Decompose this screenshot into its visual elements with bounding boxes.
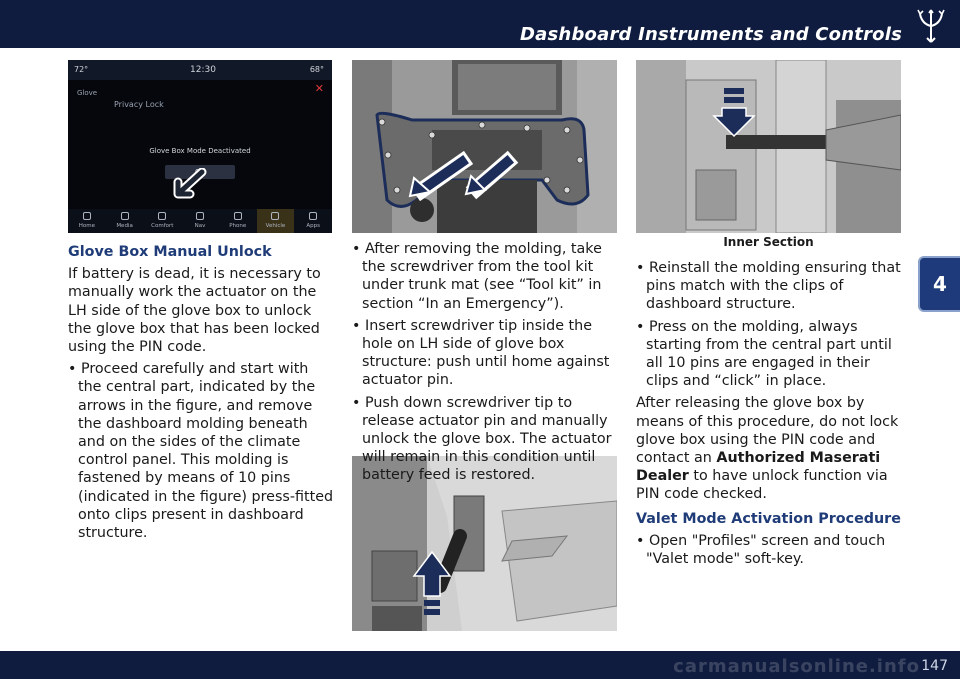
list-item: • Insert screwdriver tip inside the hole on LH side of glove box structure: push until home against actuator pin. [352,317,610,389]
screen-section-label: Glove [77,89,98,97]
list-item: • Push down screwdriver tip to release actuator pin and manually unlock the glove box. The actuator will remain in this condition until battery feed is restored. [352,394,612,484]
screen-nav-comfort: Comfort [143,209,181,233]
trident-logo-icon [916,8,946,44]
screen-ok-button: OK [165,165,235,179]
chapter-number: 4 [933,272,947,296]
screen-nav-home: Home [68,209,106,233]
figure-inner-section [636,60,901,233]
page-header [0,0,960,48]
paragraph-intro: If battery is dead, it is necessary to manually work the actuator on the LH side of the glove box to unlock the glove box that has been locked using the PIN code. [68,266,321,356]
page-footer [0,651,960,679]
pointer-arrow-icon [168,168,208,204]
screen-temp-right: 68° [309,65,324,74]
screen-nav-phone: Phone [219,209,257,233]
section-heading-valet-mode: Valet Mode Activation Procedure [636,510,901,527]
screen-nav-media: Media [106,209,144,233]
list-item: • Open "Profiles" screen and touch "Valet mode" soft-key. [636,532,886,568]
watermark: carmanualsonline.info [673,656,920,677]
header-title: Dashboard Instruments and Controls [520,24,902,45]
screen-temp-left: 72° [74,65,89,74]
column-1 [68,243,336,546]
figure-glove-box-screen [68,60,332,233]
paragraph-dealer: After releasing the glove box by means of this procedure, do not lock glove box using the PIN code and contact an Authorized Maserati Dealer to have unlock function via PIN code checked. [636,395,899,503]
figure-dashboard-molding [352,60,617,233]
screen-close-icon: ✕ [314,82,324,95]
figure-caption-inner-section: Inner Section [723,235,814,249]
screen-message: Glove Box Mode Deactivated [149,147,251,155]
screen-menu-label: Privacy Lock [114,100,164,109]
screen-nav-apps: Apps [294,209,332,233]
list-item: • Press on the molding, always starting from the central part until all 10 pins are engaged in their clips and “click” in place. [636,318,892,390]
list-item: • After removing the molding, take the screwdriver from the tool kit under trunk mat (see “Tool kit” in section “In an Emergency”). [352,241,602,312]
screen-status-bar [68,60,332,80]
page-number: 147 [921,658,948,674]
dealer-name: Authorized Maserati Dealer [636,450,881,485]
list-item: • Reinstall the molding ensuring that pins match with the clips of dashboard structure. [636,260,901,313]
screen-nav-vehicle: Vehicle [257,209,295,233]
column-3 [636,259,904,572]
chapter-tab [918,256,960,312]
screen-nav-bar [68,209,332,233]
section-heading-manual-unlock: Glove Box Manual Unlock [68,244,272,260]
column-2 [352,240,620,489]
screen-nav-nav: Nav [181,209,219,233]
screen-clock: 12:30 [190,65,216,75]
list-item: • Proceed carefully and start with the central part, indicated by the arrows in the figure, and remove the dashboard molding beneath and on the sides of the climate control panel. This molding is fastened by means of 10 pins (indicated in the figure) press-fitted onto clips present in dashboard structure. [68,361,334,542]
